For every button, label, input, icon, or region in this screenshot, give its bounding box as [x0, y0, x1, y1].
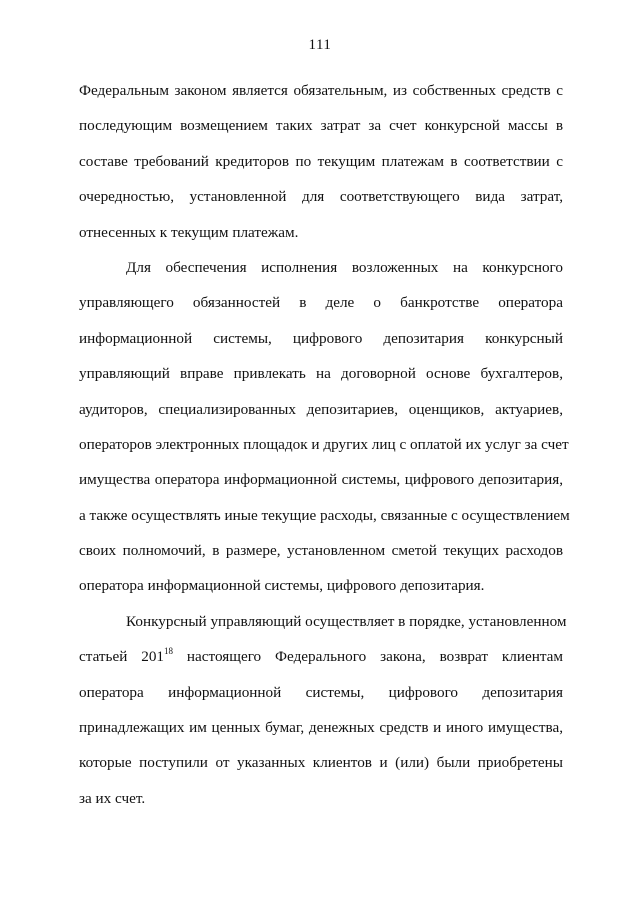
text-line: информационной системы, цифрового депозитария конкурсный — [79, 329, 563, 347]
text-fragment: статьей 201 — [79, 648, 165, 666]
text-line: управляющего обязанностей в деле о банкротстве оператора — [79, 294, 563, 312]
text-line: последующим возмещением таких затрат за счет конкурсной массы в — [79, 117, 563, 135]
text-line: аудиторов, специализированных депозитариев, оценщиков, актуариев, — [79, 400, 563, 418]
text-line: составе требований кредиторов по текущим платежам в соответствии с — [79, 152, 563, 170]
paragraph-3 — [79, 604, 567, 816]
text-line: за их счет. — [79, 789, 146, 807]
text-line: управляющий вправе привлекать на договорной основе бухгалтеров, — [79, 365, 563, 383]
text-line: оператора информационной системы, цифрового депозитария — [79, 683, 563, 701]
text-line: отнесенных к текущим платежам. — [79, 223, 299, 241]
text-line: своих полномочий, в размере, установленном сметой текущих расходов — [79, 542, 563, 560]
paragraph-2 — [79, 250, 570, 604]
text-fragment: настоящего Федерального закона, возврат клиентам — [173, 648, 564, 666]
text-line: принадлежащих им ценных бумаг, денежных средств и иного имущества, — [79, 719, 563, 737]
text-line-with-superscript — [79, 639, 563, 674]
paragraph-1 — [79, 73, 563, 250]
text-line: Конкурсный управляющий осуществляет в порядке, установленном — [126, 612, 567, 630]
text-line: Федеральным законом является обязательным, из собственных средств с — [79, 82, 563, 99]
document-body — [79, 73, 570, 816]
text-line: очередностью, установленной для соответствующего вида затрат, — [79, 188, 563, 206]
page-number: 111 — [308, 37, 332, 53]
article-superscript: 18 — [164, 646, 174, 657]
text-line: а также осуществлять иные текущие расходы, связанные с осуществлением — [79, 506, 570, 524]
text-line: операторов электронных площадок и других лиц с оплатой их услуг за счет — [79, 435, 569, 453]
text-line: оператора информационной системы, цифрового депозитария. — [79, 577, 485, 595]
text-line: имущества оператора информационной системы, цифрового депозитария, — [79, 471, 563, 489]
text-line: Для обеспечения исполнения возложенных на конкурсного — [126, 258, 563, 276]
text-line: которые поступили от указанных клиентов и (или) были приобретены — [79, 754, 563, 772]
